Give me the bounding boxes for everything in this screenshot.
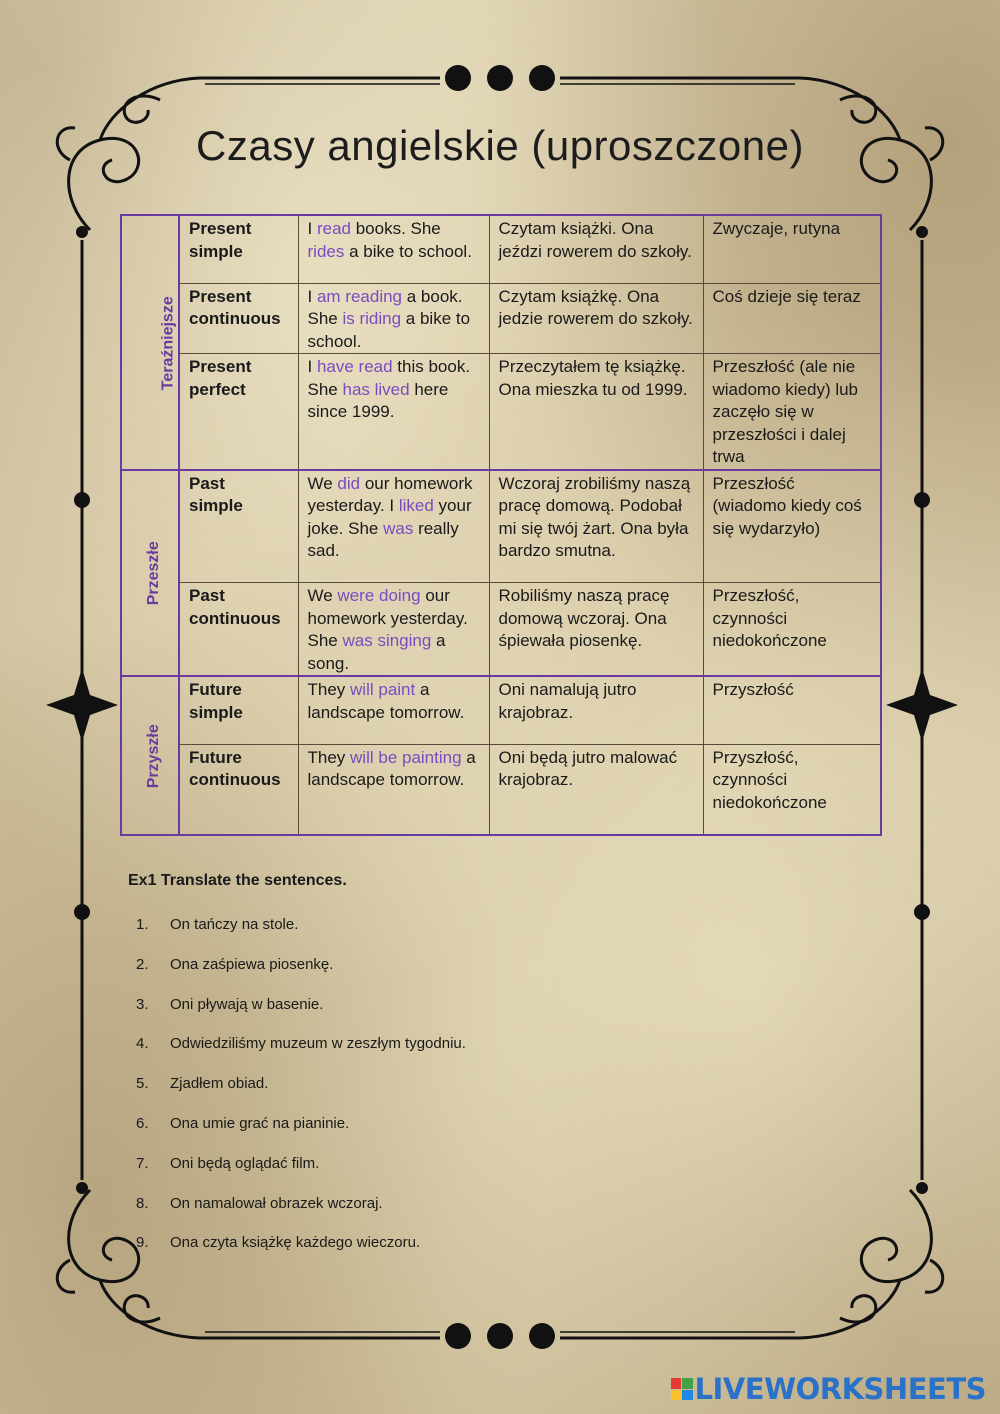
tense-group-cell bbox=[121, 676, 179, 835]
exercise-item bbox=[136, 996, 466, 1036]
example-sentence-cell bbox=[298, 676, 489, 744]
tense-name-word: continuous bbox=[189, 309, 281, 328]
exercise-item-number: 5. bbox=[136, 1075, 149, 1093]
example-sentence-cell bbox=[298, 470, 489, 583]
tense-name-cell bbox=[179, 215, 298, 283]
example-text: a bike to school. bbox=[344, 241, 472, 261]
tense-row bbox=[121, 470, 881, 583]
tense-name-cell bbox=[179, 583, 298, 677]
exercise-item-text: Ona czyta książkę każdego wieczoru. bbox=[170, 1234, 421, 1252]
usage-cell: Coś dzieje się teraz bbox=[703, 283, 881, 354]
exercise-item bbox=[136, 956, 466, 996]
exercise-item-number: 4. bbox=[136, 1035, 149, 1053]
highlighted-verb: was bbox=[383, 518, 414, 538]
example-text: a book. She bbox=[307, 286, 463, 328]
exercise-item-number: 9. bbox=[136, 1234, 149, 1252]
example-text: our homework yesterday. She bbox=[307, 586, 468, 650]
exercise-item-text: Ona zaśpiewa piosenkę. bbox=[170, 955, 334, 973]
example-text: They bbox=[307, 747, 351, 767]
tense-name-word: Present bbox=[189, 286, 252, 306]
exercise-item bbox=[136, 1195, 466, 1235]
example-sentence-cell bbox=[298, 354, 489, 470]
example-text: They bbox=[307, 680, 351, 699]
exercise-item-number: 7. bbox=[136, 1154, 149, 1172]
example-sentence-cell bbox=[298, 283, 489, 354]
exercise-item bbox=[136, 916, 466, 956]
tense-row bbox=[121, 354, 881, 470]
tense-group-label: Teraźniejsze bbox=[159, 295, 177, 390]
translation-cell: Czytam książki. Ona jeździ rowerem do szkoły. bbox=[489, 215, 703, 283]
tense-name-word: simple bbox=[189, 241, 243, 261]
tense-name-word: Future bbox=[189, 747, 242, 767]
highlighted-verb: did bbox=[337, 473, 361, 493]
highlighted-verb: were doing bbox=[337, 586, 421, 605]
tense-name-word: Future bbox=[189, 680, 242, 699]
highlighted-verb: will paint bbox=[350, 680, 416, 699]
highlighted-verb: was singing bbox=[342, 631, 432, 650]
page-title: Czasy angielskie (uproszczone) bbox=[196, 122, 804, 169]
exercise-item-number: 1. bbox=[136, 916, 149, 933]
example-text: We bbox=[307, 586, 338, 605]
tense-name-word: perfect bbox=[189, 379, 246, 399]
tense-name-cell bbox=[179, 676, 298, 744]
highlighted-verb: have read bbox=[316, 357, 393, 376]
example-text: I bbox=[307, 219, 317, 238]
tense-name-cell bbox=[179, 283, 298, 354]
example-text: I bbox=[307, 357, 317, 376]
example-text: here since 1999. bbox=[307, 379, 449, 421]
example-text: I bbox=[307, 286, 317, 306]
highlighted-verb: rides bbox=[307, 241, 345, 261]
highlighted-verb: liked bbox=[398, 496, 434, 515]
tense-row bbox=[121, 583, 881, 677]
logo-square bbox=[682, 1390, 693, 1401]
exercise-item-text: Zjadłem obiad. bbox=[170, 1075, 269, 1093]
exercise-item-number: 2. bbox=[136, 955, 149, 973]
exercise-item-number: 3. bbox=[136, 995, 149, 1013]
exercise-item-text: On namalował obrazek wczoraj. bbox=[170, 1194, 383, 1212]
example-sentence-cell bbox=[298, 583, 489, 677]
tense-group-label: Przyszłe bbox=[144, 723, 162, 789]
tense-name-word: continuous bbox=[189, 770, 281, 789]
tense-name-word: Past bbox=[189, 586, 225, 605]
example-text: a bike to school. bbox=[307, 309, 471, 351]
exercise-list bbox=[136, 916, 466, 1274]
exercise-item-number: 8. bbox=[136, 1194, 149, 1212]
example-text: our homework yesterday. I bbox=[307, 473, 473, 515]
exercise-item bbox=[136, 1234, 466, 1274]
logo-square bbox=[671, 1390, 682, 1401]
usage-cell: Przeszłość (wiadomo kiedy coś się wydarzyło) bbox=[703, 470, 881, 583]
highlighted-verb: am reading bbox=[316, 286, 403, 306]
example-sentence-cell bbox=[298, 744, 489, 835]
highlighted-verb: read bbox=[316, 219, 351, 238]
exercise-item-text: Ona umie grać na pianinie. bbox=[170, 1114, 350, 1132]
exercise-item-text: Odwiedziliśmy muzeum w zeszłym tygodniu. bbox=[170, 1035, 466, 1053]
highlighted-verb: will be painting bbox=[350, 747, 462, 767]
exercise-title: Ex1 Translate the sentences. bbox=[128, 872, 347, 889]
logo-square bbox=[682, 1378, 693, 1389]
exercise-item-number: 6. bbox=[136, 1114, 149, 1132]
tense-row bbox=[121, 744, 881, 835]
example-text: books. She bbox=[350, 219, 441, 238]
tense-name-cell bbox=[179, 470, 298, 583]
translation-cell: Czytam książkę. Ona jedzie rowerem do szkoły. bbox=[489, 283, 703, 354]
exercise-item-text: Oni pływają w basenie. bbox=[170, 995, 324, 1013]
tenses-table bbox=[120, 214, 882, 836]
tense-name-word: Past bbox=[189, 473, 225, 493]
example-text: We bbox=[307, 473, 338, 493]
example-text: a song. bbox=[307, 631, 446, 673]
exercise-item-text: Oni będą oglądać film. bbox=[170, 1154, 320, 1172]
tense-group-cell bbox=[121, 215, 179, 470]
liveworksheets-watermark[interactable] bbox=[671, 1372, 986, 1406]
usage-cell: Przyszłość bbox=[703, 676, 881, 744]
tense-row bbox=[121, 283, 881, 354]
example-text: a landscape tomorrow. bbox=[307, 747, 476, 789]
translation-cell: Oni będą jutro malować krajobraz. bbox=[489, 744, 703, 835]
example-text: this book. She bbox=[307, 357, 471, 399]
highlighted-verb: has lived bbox=[342, 379, 410, 399]
tense-name-cell bbox=[179, 744, 298, 835]
translation-cell: Oni namalują jutro krajobraz. bbox=[489, 676, 703, 744]
usage-cell: Przeszłość (ale nie wiadomo kiedy) lub zaczęło się w przeszłości i dalej trwa bbox=[703, 354, 881, 470]
translation-cell: Wczoraj zrobiliśmy naszą pracę domową. Podobał mi się twój żart. Ona była bardzo smutna. bbox=[489, 470, 703, 583]
exercise-item bbox=[136, 1035, 466, 1075]
usage-cell: Przyszłość, czynności niedokończone bbox=[703, 744, 881, 835]
logo-square bbox=[671, 1378, 682, 1389]
tense-name-cell bbox=[179, 354, 298, 470]
translation-cell: Przeczytałem tę książkę. Ona mieszka tu od 1999. bbox=[489, 354, 703, 470]
usage-cell: Zwyczaje, rutyna bbox=[703, 215, 881, 283]
tense-name-word: simple bbox=[189, 496, 243, 515]
exercise-item bbox=[136, 1115, 466, 1155]
highlighted-verb: is riding bbox=[342, 309, 402, 328]
tense-row bbox=[121, 676, 881, 744]
tense-group-cell bbox=[121, 470, 179, 677]
tense-name-word: continuous bbox=[189, 608, 281, 628]
translation-cell: Robiliśmy naszą pracę domową wczoraj. Ona śpiewała piosenkę. bbox=[489, 583, 703, 677]
example-text: really sad. bbox=[307, 518, 459, 560]
example-text: a landscape tomorrow. bbox=[307, 680, 465, 722]
exercise-item bbox=[136, 1075, 466, 1115]
exercise-item-text: On tańczy na stole. bbox=[170, 916, 299, 933]
tense-group-label: Przeszłe bbox=[144, 541, 162, 606]
watermark-text: LIVEWORKSHEETS bbox=[694, 1372, 986, 1406]
liveworksheets-logo-icon bbox=[671, 1378, 693, 1400]
exercise-item bbox=[136, 1155, 466, 1195]
tense-name-word: Present bbox=[189, 357, 252, 376]
example-sentence-cell bbox=[298, 215, 489, 283]
example-text: your joke. She bbox=[307, 496, 472, 538]
tense-row bbox=[121, 215, 881, 283]
tense-name-word: simple bbox=[189, 702, 243, 722]
usage-cell: Przeszłość, czynności niedokończone bbox=[703, 583, 881, 677]
tense-name-word: Present bbox=[189, 219, 252, 238]
